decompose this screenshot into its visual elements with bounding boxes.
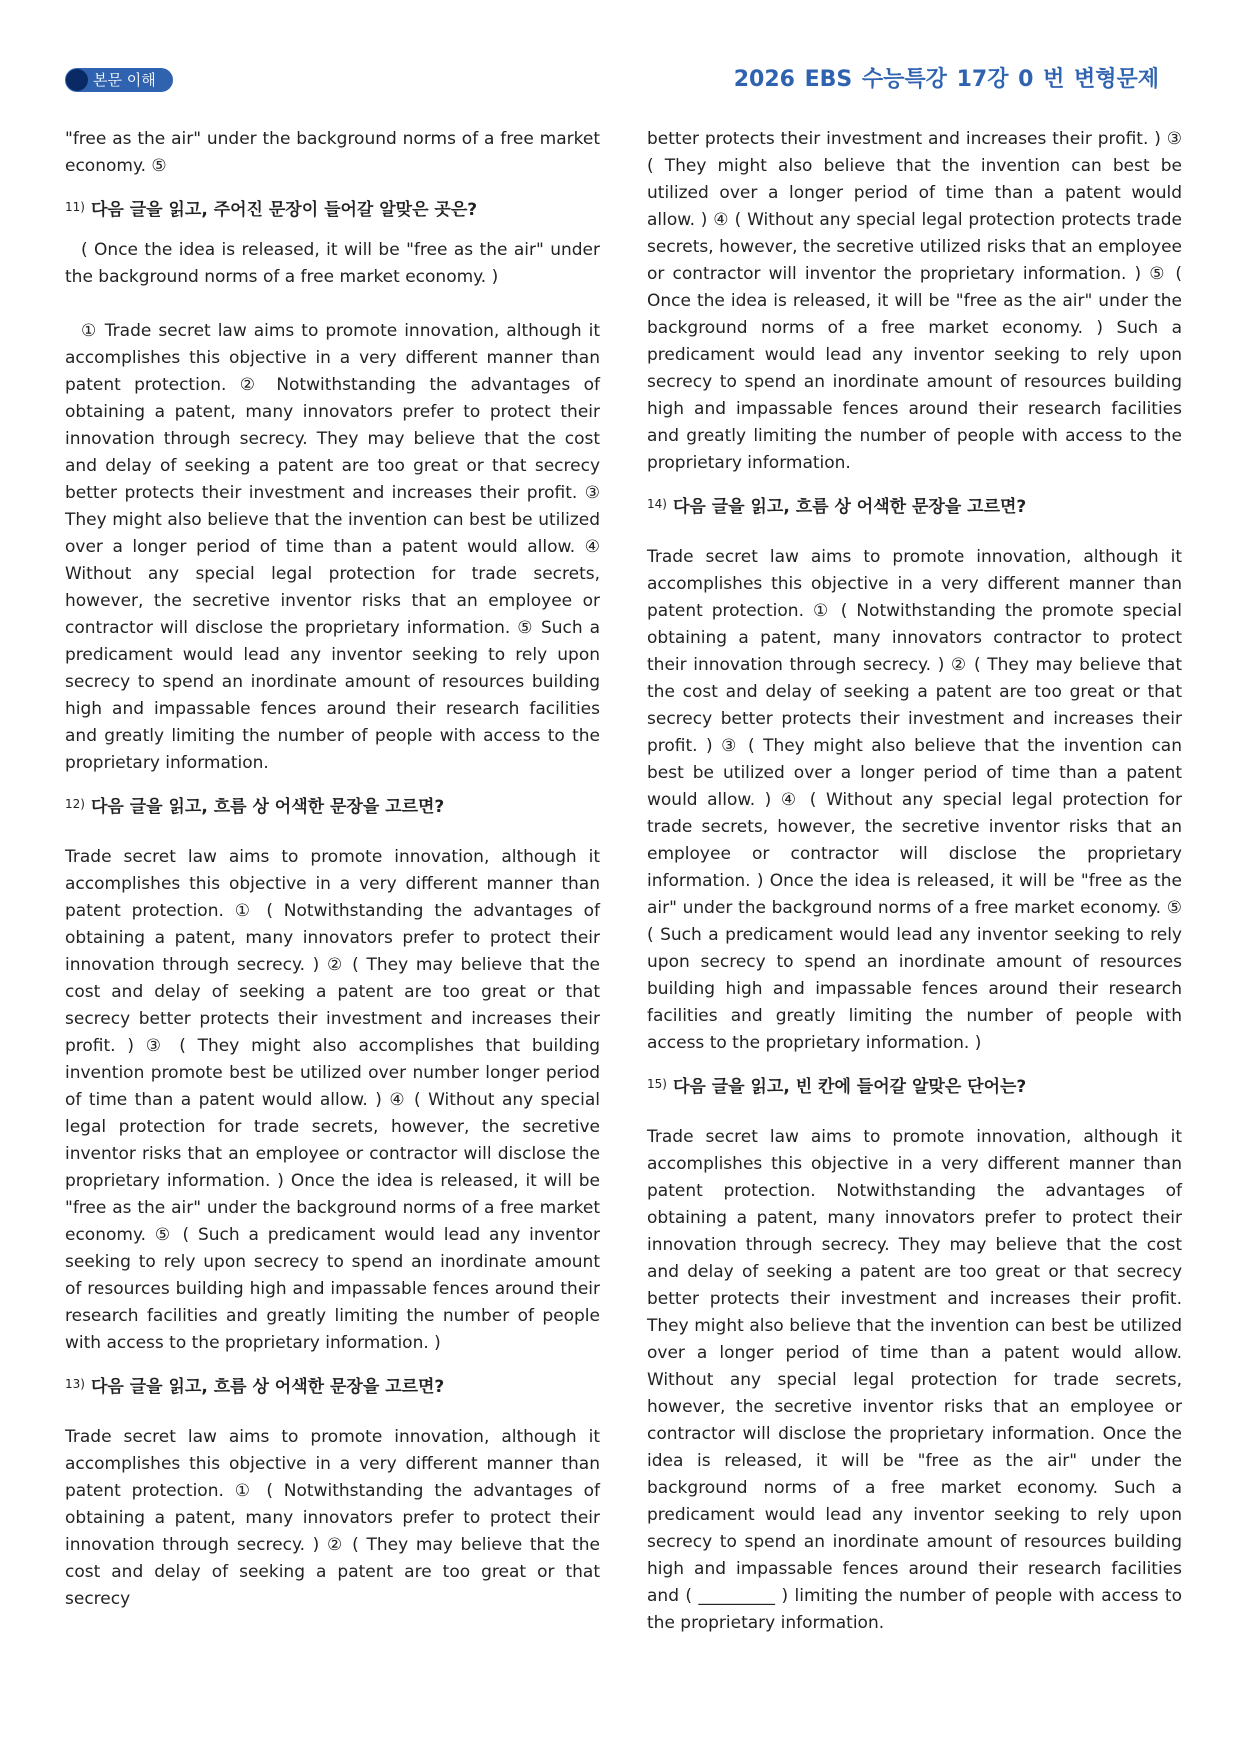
question-13-passage-continued: better protects their investment and increases their profit. ) ③ ( They might also believe that the invention can best be utilized over a longer period of time than a patent would allow. ) ④ ( Without any special legal protection protects trade secrets, however, the secretive utilized risks that an employee or contractor will inventor the proprietary information. ) ⑤ ( Once the idea is released, it will be "free as the air" under the background norms of a free market economy. ) Such a predicament would lead any inventor seeking to rely upon secrecy to spend an inordinate amount of resources building high and impassable fences around their research facilities and greatly limiting the number of people with access to the proprietary information. xyxy=(647,129,1182,473)
question-11-passage: ① Trade secret law aims to promote innovation, although it accomplishes this objective in a very different manner than patent protection. ② Notwithstanding the advantages of obtaining a patent, many innovators prefer to protect their innovation through secrecy. They may believe that the cost and delay of seeking a patent are too great or that secrecy better protects their investment and increases their profit. ③ They might also believe that the invention can best be utilized over a longer period of time than a patent would allow. ④ Without any special legal protection for trade secrets, however, the secretive inventor risks that an employee or contractor will disclose the proprietary information. ⑤ Such a predicament would lead any inventor seeking to rely upon secrecy to spend an inordinate amount of resources building high and impassable fences around their research facilities and greatly limiting the number of people with access to the proprietary information. xyxy=(65,321,600,773)
question-12-number: 12) xyxy=(65,797,85,811)
question-14-title: 다음 글을 읽고, 흐름 상 어색한 문장을 고르면? xyxy=(672,497,1027,517)
left-column xyxy=(65,126,600,1613)
question-12-passage: Trade secret law aims to promote innovation, although it accomplishes this objective in a very different manner than patent protection. ① ( Notwithstanding the advantages of obtaining a patent, many innovators prefer to protect their innovation through secrecy. ) ② ( They may believe that the cost and delay of seeking a patent are too great or that secrecy better protects their investment and increases their profit. ) ③ ( They might also accomplishes that building invention promote best be utilized over number longer period of time than a patent would allow. ) ④ ( Without any special legal protection for trade secrets, however, the secretive inventor risks that an employee or contractor will disclose the proprietary information. ) Once the idea is released, it will be "free as the air" under the background norms of a free market economy. ⑤ ( Such a predicament would lead any inventor seeking to rely upon secrecy to spend an inordinate amount of resources building high and impassable fences around their research facilities and greatly limiting the number of people with access to the proprietary information. ) xyxy=(65,847,600,1353)
question-11-title: 다음 글을 읽고, 주어진 문장이 들어갈 알맞은 곳은? xyxy=(90,200,478,220)
previous-question-fragment: "free as the air" under the background norms of a free market economy. ⑤ xyxy=(65,129,600,176)
page-header xyxy=(65,62,1165,96)
question-13-number: 13) xyxy=(65,1377,85,1391)
question-11-heading xyxy=(65,194,600,224)
question-13-heading xyxy=(65,1371,600,1401)
question-14-passage: Trade secret law aims to promote innovation, although it accomplishes this objective in a very different manner than patent protection. ① ( Notwithstanding the promote special obtaining a patent, many innovators contractor to protect their innovation through secrecy. ) ② ( They may believe that the cost and delay of seeking a patent are too great or that secrecy better protects their investment and increases their profit. ) ③ ( They might also believe that the invention can best be utilized over a longer period of time than a patent would allow. ) ④ ( Without any special legal protection for trade secrets, however, the secretive inventor risks that an employee or contractor will disclose the proprietary information. ) Once the idea is released, it will be "free as the air" under the background norms of a free market economy. ⑤ ( Such a predicament would lead any inventor seeking to rely upon secrecy to spend an inordinate amount of resources building high and impassable fences around their research facilities and greatly limiting the number of people with access to the proprietary information. ) xyxy=(647,547,1182,1053)
question-12-heading xyxy=(65,791,600,821)
badge-circle-icon xyxy=(66,69,88,91)
question-14-heading xyxy=(647,491,1182,521)
page-title: 2026 EBS 수능특강 17강 0 번 변형문제 xyxy=(733,67,1159,92)
question-15-title: 다음 글을 읽고, 빈 칸에 들어갈 알맞은 단어는? xyxy=(672,1077,1027,1097)
question-13-title: 다음 글을 읽고, 흐름 상 어색한 문장을 고르면? xyxy=(90,1377,445,1397)
question-15-number: 15) xyxy=(647,1077,667,1091)
question-15-heading xyxy=(647,1071,1182,1101)
question-13-passage: Trade secret law aims to promote innovation, although it accomplishes this objective in a very different manner than patent protection. ① ( Notwithstanding the advantages of obtaining a patent, many innovators prefer to protect their innovation through secrecy. ) ② ( They may believe that the cost and delay of seeking a patent are too great or that secrecy xyxy=(65,1427,600,1609)
section-badge xyxy=(65,68,173,92)
badge-label: 본문 이해 xyxy=(93,71,156,89)
question-15-passage: Trade secret law aims to promote innovation, although it accomplishes this objective in a very different manner than patent protection. Notwithstanding the advantages of obtaining a patent, many innovators prefer to protect their innovation through secrecy. They may believe that the cost and delay of seeking a patent are too great or that secrecy better protects their investment and increases their profit. They might also believe that the invention can best be utilized over a longer period of time than a patent would allow. Without any special legal protection for trade secrets, however, the secretive inventor risks that an employee or contractor will disclose the proprietary information. Once the idea is released, it will be "free as the air" under the background norms of a free market economy. Such a predicament would lead any inventor seeking to rely upon secrecy to spend an inordinate amount of resources building high and impassable fences around their research facilities and ( _________ ) limiting the number of people with access to the proprietary information. xyxy=(647,1127,1182,1633)
question-14-number: 14) xyxy=(647,497,667,511)
right-column xyxy=(647,126,1182,1637)
question-11-given-sentence: ( Once the idea is released, it will be "free as the air" under the background norms of a free market economy. ) xyxy=(65,240,600,287)
question-11-number: 11) xyxy=(65,200,85,214)
question-12-title: 다음 글을 읽고, 흐름 상 어색한 문장을 고르면? xyxy=(90,797,445,817)
